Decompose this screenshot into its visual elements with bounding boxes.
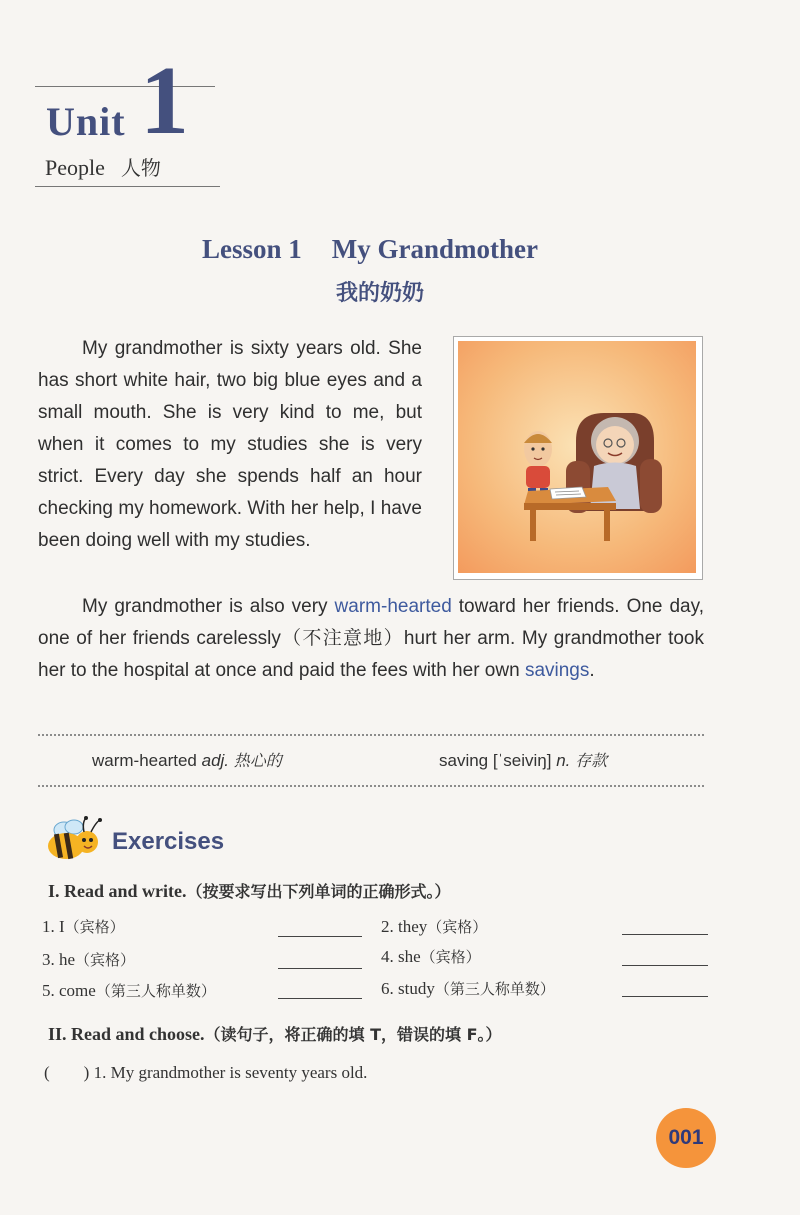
answer-blank-5[interactable]: [278, 998, 362, 999]
vocab-entry-warm-hearted: [92, 748, 282, 771]
item-number: 1.: [42, 917, 55, 936]
item-number: 6.: [381, 979, 394, 998]
passage-paragraph-1: [38, 333, 422, 557]
grandmother-illustration: [458, 341, 696, 573]
item-note: （宾格）: [75, 951, 136, 969]
lesson-title: [0, 234, 740, 265]
unit-subtitle-en: People: [45, 155, 105, 180]
answer-blank-3[interactable]: [278, 968, 362, 969]
item-note: （第三人称单数）: [95, 982, 216, 1000]
item-word: come: [59, 981, 96, 1000]
vocab-divider-top: [38, 734, 704, 736]
vocab-meaning: 热心的: [233, 751, 282, 770]
item-note: （宾格）: [64, 918, 125, 936]
vocab-entry-saving: [439, 748, 607, 771]
page-number-badge: 001: [656, 1108, 716, 1168]
passage-p1-text: My grandmother is sixty years old. She has short white hair, two big blue eyes and a small mouth. She is very kind to me, but when it comes to my studies she is very strict. Every day she spends half an hour checking my homework. With her help, I have been doing well with my studies.: [38, 338, 422, 551]
exercise-item-2: [381, 916, 487, 937]
answer-blank-2[interactable]: [622, 934, 708, 935]
vocab-word: warm-hearted: [92, 751, 197, 770]
item-note: （第三人称单数）: [434, 980, 555, 998]
answer-paren-1[interactable]: ( ): [44, 1063, 90, 1082]
answer-blank-1[interactable]: [278, 936, 362, 937]
unit-subtitle-cn: 人物: [120, 156, 161, 180]
unit-label: Unit: [46, 99, 126, 144]
passage-p2-part1: My grandmother is also very: [82, 596, 335, 617]
section-1-cn: （按要求写出下列单词的正确形式。）: [186, 882, 451, 901]
passage-p2-part2: toward her friends. One day, one of her friends carelessly（不注意地）hurt her arm. My grandmother took her to the hospital at once and paid the fees with her own: [38, 596, 704, 681]
question-1-text: 1. My grandmother is seventy years old.: [93, 1063, 368, 1082]
unit-subtitle: [45, 152, 161, 181]
exercise-section-2-heading: [48, 1022, 502, 1045]
item-number: 3.: [42, 950, 55, 969]
vocab-pos: adj.: [201, 751, 230, 770]
exercise-item-1: [42, 916, 125, 937]
item-number: 5.: [42, 981, 55, 1000]
section-2-cn: （读句子，将正确的填 T，错误的填 F。）: [204, 1025, 502, 1044]
vocab-phonetic: [ˈseiviŋ]: [492, 751, 552, 770]
item-word: study: [398, 979, 435, 998]
vocab-pos: n.: [556, 751, 571, 770]
vocab-highlight-savings: savings: [524, 660, 590, 681]
true-false-question-1: [44, 1058, 367, 1083]
item-word: they: [398, 917, 428, 936]
item-word: he: [59, 950, 76, 969]
item-number: 4.: [381, 947, 394, 966]
vocab-divider-bottom: [38, 785, 704, 787]
passage-paragraph-2: [38, 591, 704, 687]
section-1-en: I. Read and write.: [48, 881, 187, 901]
item-word: I: [59, 917, 65, 936]
vocab-highlight-warm-hearted: warm-hearted: [334, 596, 452, 617]
exercise-section-1-heading: [48, 879, 451, 902]
lesson-name: My Grandmother: [331, 234, 538, 264]
section-2-en: II. Read and choose.: [48, 1024, 205, 1044]
vocab-word: saving: [439, 751, 489, 770]
exercises-title: Exercises: [112, 828, 225, 855]
item-number: 2.: [381, 917, 394, 936]
exercise-item-4: [381, 946, 481, 967]
item-word: she: [398, 947, 421, 966]
answer-blank-6[interactable]: [622, 996, 708, 997]
vocab-meaning: 存款: [575, 751, 608, 770]
unit-rule-bottom: [35, 186, 220, 187]
exercise-item-3: [42, 949, 135, 970]
lesson-title-cn: 我的奶奶: [335, 281, 424, 306]
passage-p2-part3: .: [589, 660, 595, 681]
unit-number: 1: [140, 47, 189, 155]
item-note: （宾格）: [427, 918, 488, 936]
exercise-item-6: [381, 978, 555, 999]
answer-blank-4[interactable]: [622, 965, 708, 966]
item-note: （宾格）: [420, 948, 481, 966]
lesson-number: Lesson 1: [202, 234, 302, 264]
exercise-item-5: [42, 980, 216, 1001]
bee-icon: [40, 812, 106, 864]
